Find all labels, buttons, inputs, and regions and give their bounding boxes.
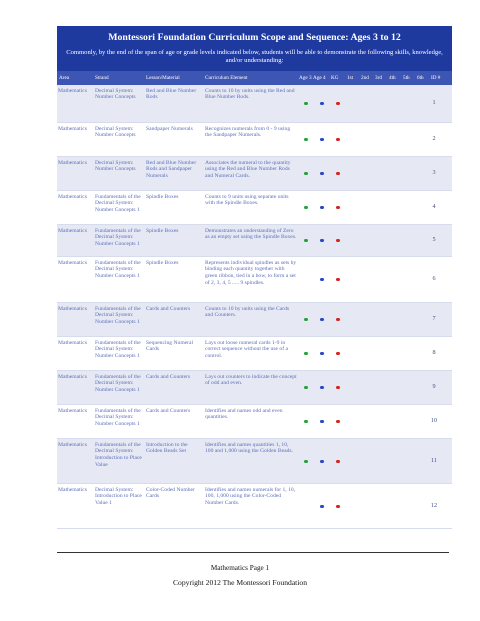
level-dot-red <box>336 239 340 243</box>
col-age3: Age 3 <box>299 74 312 81</box>
level-dot-green <box>304 318 308 322</box>
col-1st: 1st <box>347 74 354 81</box>
id-cell: 8 <box>432 348 436 356</box>
title-banner <box>57 26 452 71</box>
strand-cell: Decimal System: Introduction to Place Value 1 <box>95 486 142 506</box>
level-dot-red <box>336 172 340 176</box>
col-2nd: 2nd <box>361 74 369 81</box>
curriculum-element-cell: Lays out loose numeral cards 1-9 in correct sequence without the use of a control. <box>205 339 288 359</box>
curriculum-table <box>57 85 452 529</box>
strand-cell: Decimal System: Number Concepts <box>95 159 136 173</box>
level-dot-red <box>336 505 340 509</box>
col-kg: KG <box>331 74 339 81</box>
level-dot-blue <box>320 352 324 356</box>
col-area: Area <box>59 74 70 81</box>
level-dot-red <box>336 138 340 142</box>
area-cell: Mathematics <box>58 193 87 200</box>
id-cell: 1 <box>432 98 436 106</box>
area-cell: Mathematics <box>58 125 87 132</box>
level-dot-green <box>304 102 308 106</box>
curriculum-element-cell: Counts to 9 units using separate units with the Spindle Boxes. <box>205 193 289 207</box>
footer-page-label: Mathematics Page 1 <box>210 564 270 572</box>
area-cell: Mathematics <box>58 441 87 448</box>
level-dot-green <box>304 239 308 243</box>
level-dot-blue <box>320 102 324 106</box>
lesson-cell: Spindle Boxes <box>146 193 179 200</box>
id-cell: 9 <box>432 382 436 390</box>
strand-cell: Fundamentals of the Decimal System: Number Concepts 1 <box>95 227 141 247</box>
lesson-cell: Color-Coded Number Cards <box>146 486 195 500</box>
strand-cell: Fundamentals of the Decimal System: Introduction to Place Value <box>95 441 142 468</box>
col-lesson: Lesson/Material <box>146 74 180 81</box>
column-header-row <box>57 71 452 85</box>
level-dot-blue <box>320 505 324 509</box>
table-row <box>57 405 452 439</box>
level-dot-blue <box>320 420 324 424</box>
level-dot-red <box>336 352 340 356</box>
level-dot-blue <box>320 172 324 176</box>
area-cell: Mathematics <box>58 486 87 493</box>
level-dot-green <box>304 386 308 390</box>
level-dot-green <box>304 172 308 176</box>
level-dot-green <box>304 206 308 210</box>
document-title: Montessori Foundation Curriculum Scope and Sequence: Ages 3 to 12 <box>108 32 401 43</box>
strand-cell: Fundamentals of the Decimal System: Number Concepts 1 <box>95 407 141 427</box>
level-dot-blue <box>320 138 324 142</box>
lesson-cell: Cards and Counters <box>146 373 191 380</box>
strand-cell: Fundamentals of the Decimal System: Number Concepts 1 <box>95 339 141 359</box>
id-cell: 5 <box>432 235 436 243</box>
lesson-cell: Cards and Counters <box>146 407 191 414</box>
id-cell: 11 <box>431 456 437 464</box>
curriculum-element-cell: Represents individual spindles as sets by binding each quantity together with green ribbon, tied in a bow, to form a set of 2, 3, 4, 5 ..... 9 spindles. <box>205 259 297 286</box>
strand-cell: Decimal System: Number Concepts <box>95 87 136 101</box>
level-dot-blue <box>320 239 324 243</box>
strand-cell: Fundamentals of the Decimal System: Number Concepts 1 <box>95 193 141 213</box>
area-cell: Mathematics <box>58 227 87 234</box>
lesson-cell: Sandpaper Numerals <box>146 125 193 132</box>
area-cell: Mathematics <box>58 373 87 380</box>
level-dot-red <box>336 206 340 210</box>
curriculum-element-cell: Lays out counters to indicate the concept of odd and even. <box>205 373 297 387</box>
area-cell: Mathematics <box>58 259 87 266</box>
id-cell: 4 <box>432 202 436 210</box>
level-dot-red <box>336 318 340 322</box>
level-dot-green <box>304 460 308 464</box>
table-row <box>57 371 452 405</box>
table-row <box>57 439 452 484</box>
level-dot-blue <box>320 318 324 322</box>
strand-cell: Fundamentals of the Decimal System: Number Concepts 1 <box>95 259 141 279</box>
lesson-cell: Red and Blue Number Rods <box>146 87 197 101</box>
id-cell: 2 <box>432 134 436 142</box>
level-dot-red <box>336 102 340 106</box>
col-6th: 6th <box>417 74 424 81</box>
footer-copyright: Copyright 2012 The Montessori Foundation <box>172 578 307 587</box>
level-dot-green <box>304 138 308 142</box>
curriculum-element-cell: Recognizes numerals from 0 - 9 using the Sandpaper Numerals. <box>205 125 291 139</box>
col-id: ID # <box>431 74 441 81</box>
level-dot-red <box>336 460 340 464</box>
strand-cell: Fundamentals of the Decimal System: Number Concepts 1 <box>95 305 141 325</box>
area-cell: Mathematics <box>58 407 87 414</box>
curriculum-element-cell: Identifies and names numerals for 1, 10, 100, 1,000 using the Color-Coded Number Cards. <box>205 486 296 506</box>
curriculum-element-cell: Counts to 10 by units using the Cards and Counters. <box>205 305 290 319</box>
curriculum-page <box>57 26 452 529</box>
document-subtitle: Commonly, by the end of the span of age or grade levels indicated below, students will be able to demonstrate the following skills, knowledge, and/or understanding: <box>66 49 443 65</box>
id-cell: 12 <box>430 501 438 509</box>
strand-cell: Fundamentals of the Decimal System: Number Concepts 1 <box>95 373 141 393</box>
col-strand: Strand <box>95 74 109 81</box>
lesson-cell: Introduction to the Golden Beads Set <box>146 441 188 455</box>
table-row <box>57 191 452 225</box>
area-cell: Mathematics <box>58 305 87 312</box>
table-row <box>57 85 452 123</box>
level-dot-red <box>336 278 340 282</box>
level-dot-red <box>336 420 340 424</box>
strand-cell: Decimal System: Number Concepts <box>95 125 136 139</box>
table-row <box>57 157 452 191</box>
table-row <box>57 225 452 257</box>
level-dot-green <box>304 420 308 424</box>
area-cell: Mathematics <box>58 159 87 166</box>
id-cell: 6 <box>432 274 436 282</box>
area-cell: Mathematics <box>58 339 87 346</box>
id-cell: 7 <box>432 314 436 322</box>
id-cell: 10 <box>430 416 438 424</box>
lesson-cell: Sequencing Numeral Cards <box>146 339 194 353</box>
lesson-cell: Red and Blue Number Rods and Sandpaper Numerals <box>146 159 197 179</box>
col-3rd: 3rd <box>375 74 382 81</box>
col-5th: 5th <box>403 74 410 81</box>
level-dot-blue <box>320 460 324 464</box>
area-cell: Mathematics <box>58 87 87 94</box>
id-cell: 3 <box>432 168 436 176</box>
level-dot-green <box>304 352 308 356</box>
level-dot-blue <box>320 386 324 390</box>
footer-divider <box>57 552 449 553</box>
col-element: Curriculum Element <box>205 74 248 81</box>
lesson-cell: Spindle Boxes <box>146 227 179 234</box>
curriculum-element-cell: Associates the numeral to the quantity using the Red and Blue Number Rods and Numeral Cards. <box>205 159 291 179</box>
table-row <box>57 123 452 157</box>
lesson-cell: Spindle Boxes <box>146 259 179 266</box>
curriculum-element-cell: Counts to 10 by units using the Red and Blue Number Rods. <box>205 87 295 101</box>
lesson-cell: Cards and Counters <box>146 305 191 312</box>
curriculum-element-cell: Identifies and names odd and even quantities. <box>205 407 283 421</box>
table-row <box>57 337 452 371</box>
curriculum-element-cell: Demonstrates an understanding of Zero as an empty set using the Spindle Boxes. <box>205 227 297 241</box>
table-row <box>57 303 452 337</box>
col-age4: Age 4 <box>313 74 326 81</box>
table-row <box>57 257 452 303</box>
curriculum-element-cell: Identifies and names quantities 1, 10, 100 and 1,000 using the Golden Beads. <box>205 441 293 455</box>
table-row <box>57 484 452 529</box>
col-4th: 4th <box>389 74 396 81</box>
level-dot-blue <box>320 278 324 282</box>
level-dot-blue <box>320 206 324 210</box>
level-dot-red <box>336 386 340 390</box>
